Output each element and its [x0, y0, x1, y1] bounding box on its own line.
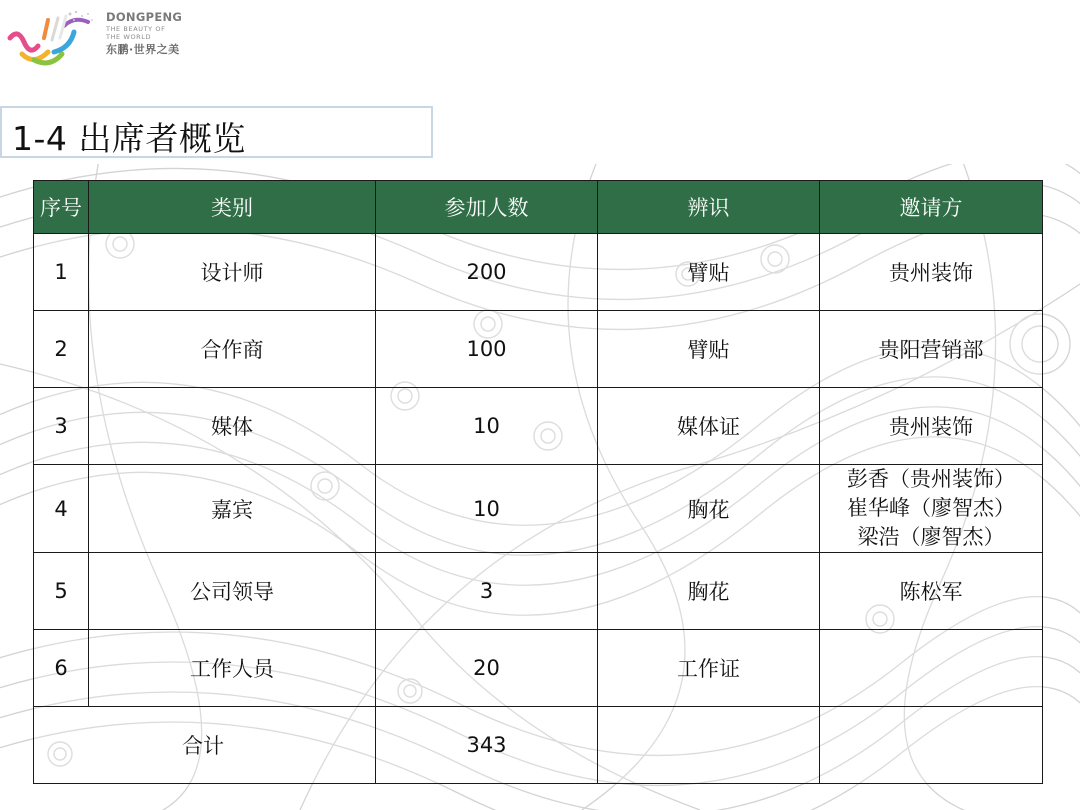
- cell-inviter: 贵阳营销部: [820, 311, 1043, 388]
- header-category: 类别: [89, 181, 376, 234]
- logo-brand: DONGPENG: [106, 10, 183, 24]
- cell-identifier: 臂贴: [598, 311, 820, 388]
- cell-inviter: 贵州装饰: [820, 234, 1043, 311]
- cell-no: 5: [34, 553, 89, 630]
- cell-category: 合作商: [89, 311, 376, 388]
- header-inviter: 邀请方: [820, 181, 1043, 234]
- table-header-row: [34, 181, 1043, 234]
- logo-text: [106, 12, 182, 55]
- cell-inviter: 贵州装饰: [820, 388, 1043, 465]
- total-label: 合计: [34, 707, 376, 784]
- cell-inviter: [820, 465, 1043, 553]
- header-identifier: 辨识: [598, 181, 820, 234]
- slide-title: 1-4 出席者概览: [12, 119, 246, 158]
- header-count: 参加人数: [376, 181, 598, 234]
- cell-inviter: [820, 630, 1043, 707]
- inviter-line: 梁浩（廖智杰）: [857, 525, 1005, 549]
- cell-count: 200: [376, 234, 598, 311]
- cell-category: 嘉宾: [89, 465, 376, 553]
- total-empty-identifier: [598, 707, 820, 784]
- dongpeng-logo-mark-icon: [4, 8, 100, 70]
- table-row: [34, 311, 1043, 388]
- inviter-line: 崔华峰（廖智杰）: [847, 496, 1015, 520]
- cell-identifier: 胸花: [598, 465, 820, 553]
- logo-tagline-1: THE BEAUTY OF: [106, 24, 166, 33]
- cell-no: 1: [34, 234, 89, 311]
- logo-tagline-2: THE WORLD: [106, 33, 152, 41]
- table-row: [34, 388, 1043, 465]
- cell-no: 3: [34, 388, 89, 465]
- cell-identifier: 媒体证: [598, 388, 820, 465]
- cell-no: 2: [34, 311, 89, 388]
- total-empty-inviter: [820, 707, 1043, 784]
- header-no: 序号: [34, 181, 89, 234]
- cell-count: 3: [376, 553, 598, 630]
- cell-identifier: 臂贴: [598, 234, 820, 311]
- cell-count: 20: [376, 630, 598, 707]
- cell-count: 10: [376, 388, 598, 465]
- cell-count: 100: [376, 311, 598, 388]
- cell-category: 工作人员: [89, 630, 376, 707]
- cell-category: 媒体: [89, 388, 376, 465]
- cell-no: 4: [34, 465, 89, 553]
- cell-identifier: 工作证: [598, 630, 820, 707]
- table-row: [34, 630, 1043, 707]
- table-row: [34, 553, 1043, 630]
- table-row: [34, 465, 1043, 553]
- cell-category: 设计师: [89, 234, 376, 311]
- slide-title-box: [0, 106, 433, 158]
- cell-count: 10: [376, 465, 598, 553]
- table-total-row: [34, 707, 1043, 784]
- table-row: [34, 234, 1043, 311]
- cell-category: 公司领导: [89, 553, 376, 630]
- cell-no: 6: [34, 630, 89, 707]
- total-count: 343: [376, 707, 598, 784]
- cell-inviter: 陈松军: [820, 553, 1043, 630]
- attendee-table: [33, 180, 1043, 784]
- dongpeng-logo: [4, 8, 194, 72]
- inviter-line: 彭香（贵州装饰）: [847, 467, 1015, 491]
- cell-identifier: 胸花: [598, 553, 820, 630]
- logo-cn: 东鹏·世界之美: [106, 42, 180, 56]
